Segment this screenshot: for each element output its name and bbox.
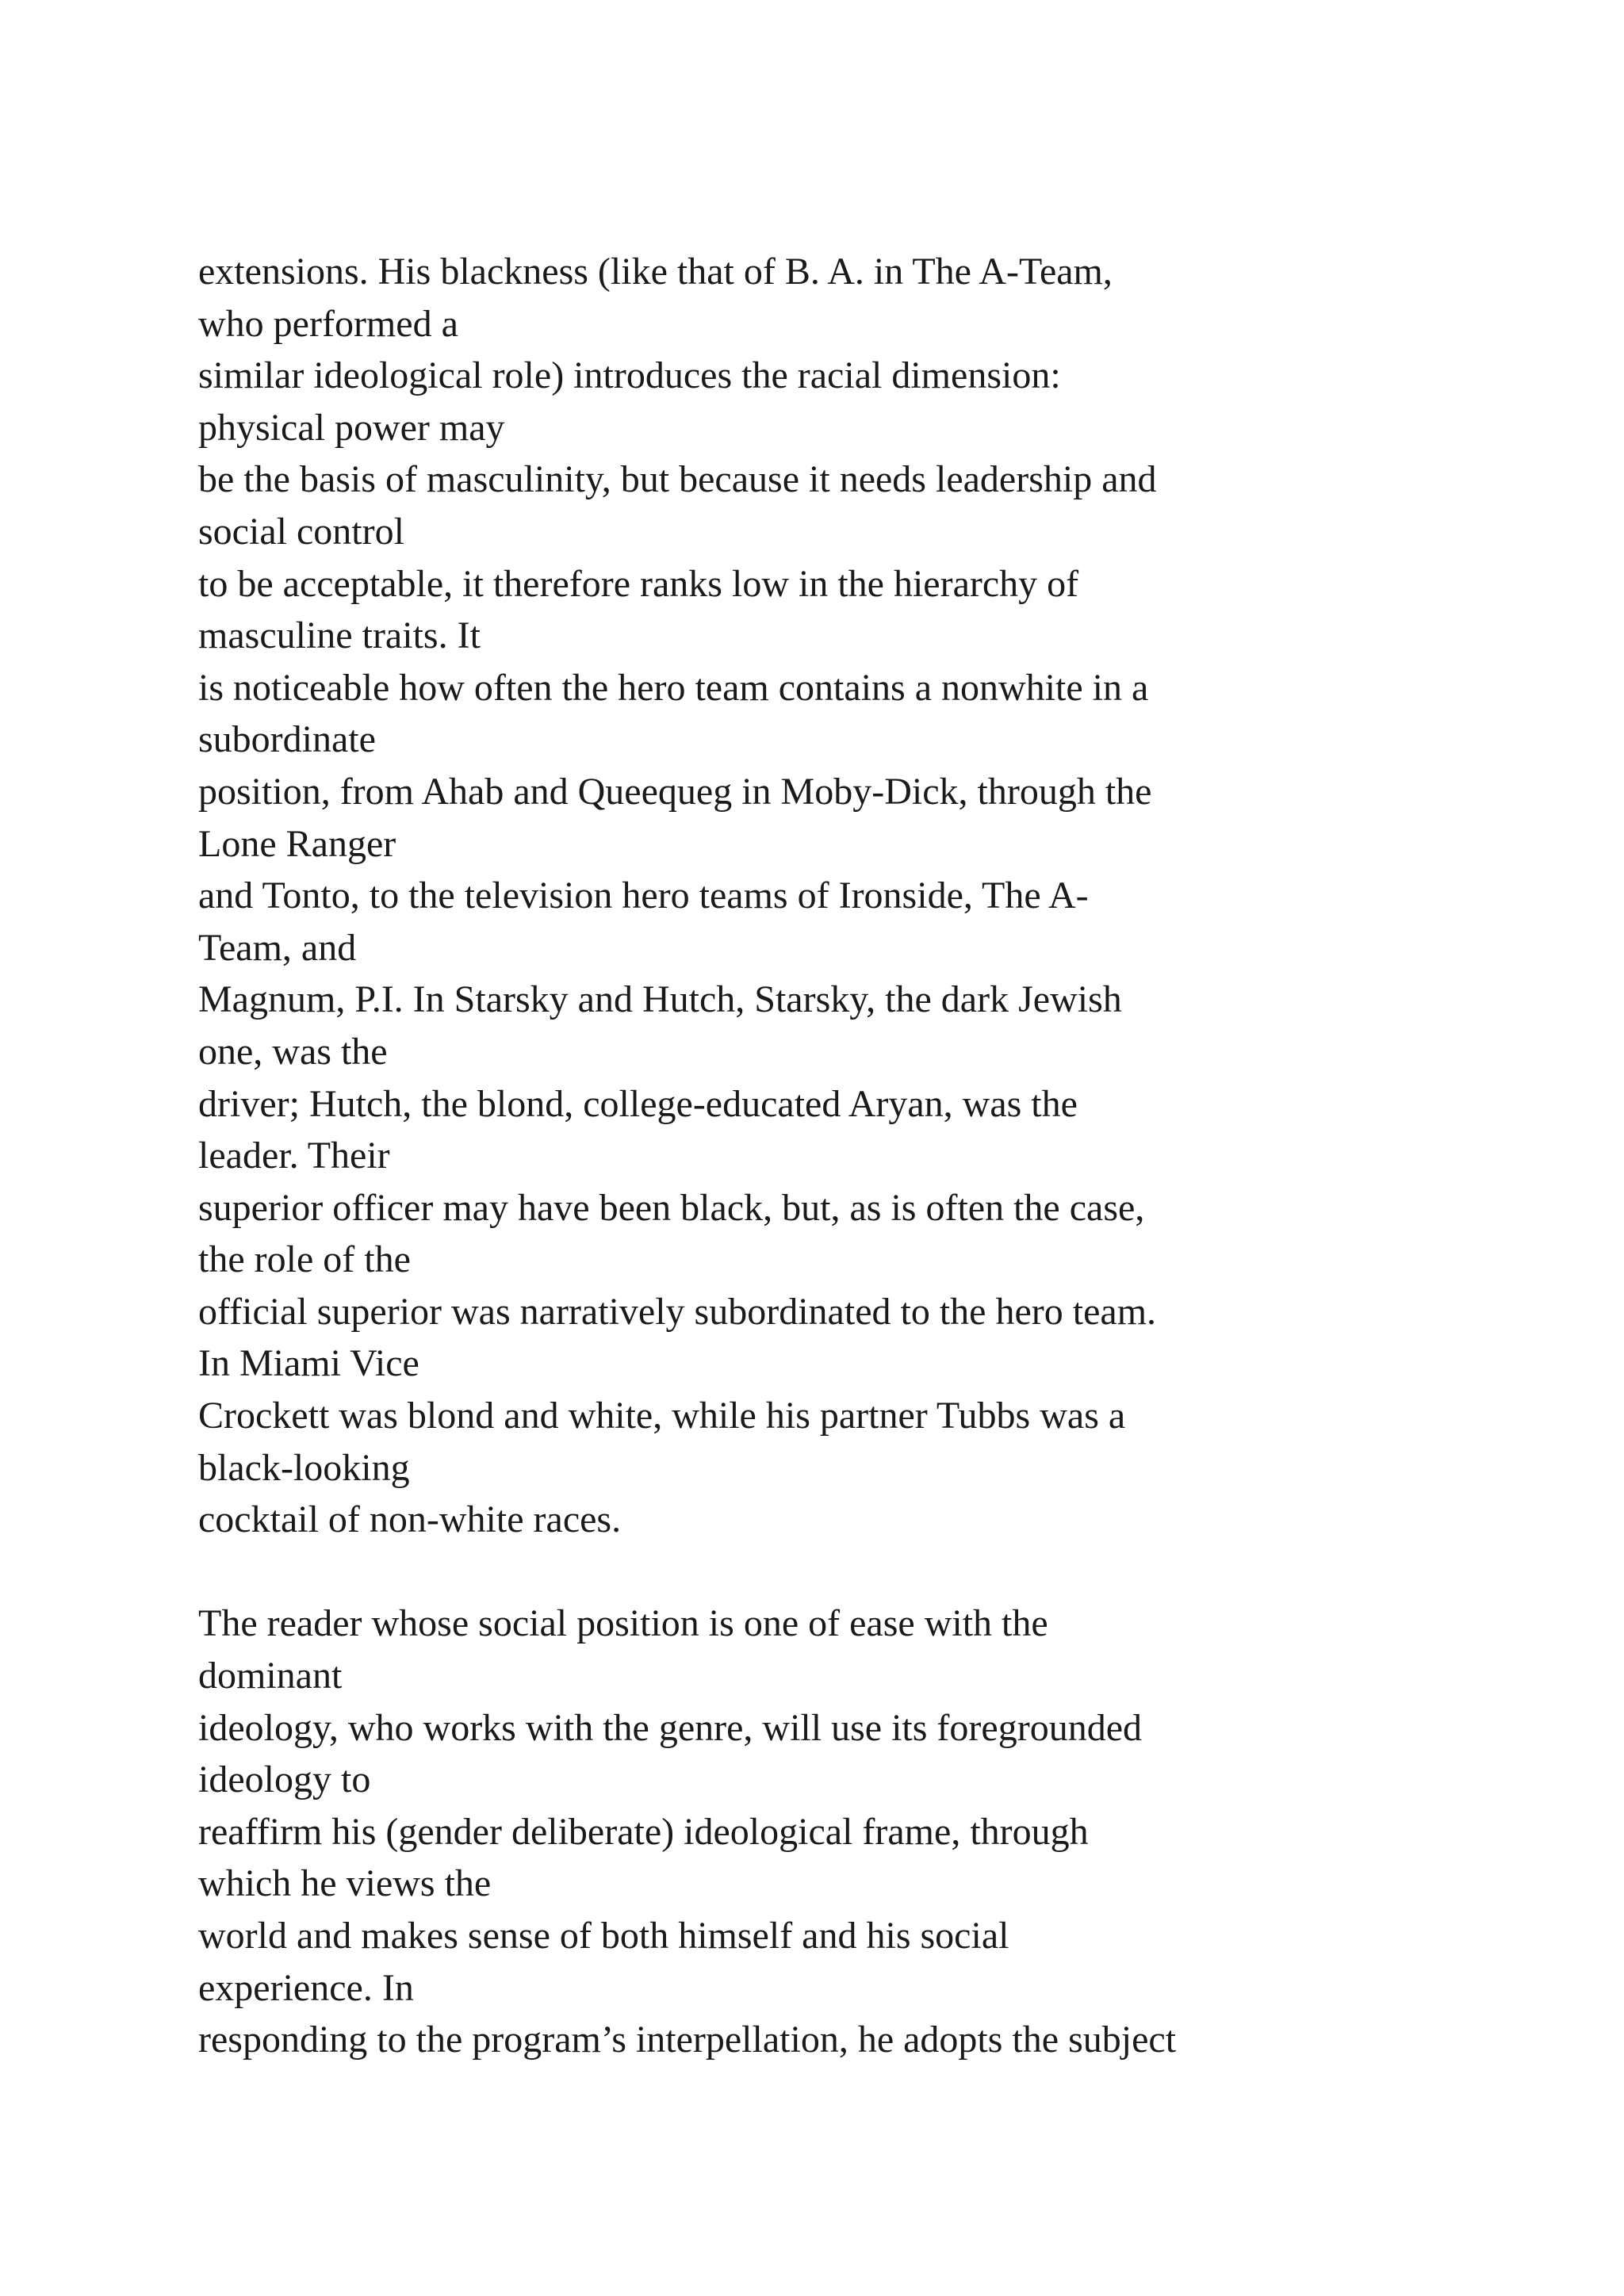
text-line: world and makes sense of both himself and his social [198,1915,1009,1957]
text-line: driver; Hutch, the blond, college-educated Aryan, was the [198,1082,1078,1125]
text-line: be the basis of masculinity, but because it needs leadership and [198,458,1157,501]
text-line: Magnum, P.I. In Starsky and Hutch, Starsky, the dark Jewish [198,978,1122,1021]
text-line: ideology to [198,1758,371,1801]
text-line: reaffirm his (gender deliberate) ideological frame, through [198,1810,1089,1853]
text-line: Lone Ranger [198,822,396,865]
text-line: Team, and [198,926,357,969]
text-line: black-looking [198,1446,410,1489]
text-line: to be acceptable, it therefore ranks low in the hierarchy of [198,562,1079,605]
text-line: is noticeable how often the hero team contains a nonwhite in a [198,666,1149,709]
text-line: masculine traits. It [198,614,481,657]
paragraph [198,1598,1546,2065]
text-line: subordinate [198,718,376,761]
text-line: physical power may [198,406,505,449]
text-line: In Miami Vice [198,1342,419,1385]
paragraph-gap [198,1546,1546,1598]
text-line: similar ideological role) introduces the racial dimension: [198,354,1061,397]
body-text [198,246,1546,2066]
text-line: one, was the [198,1030,388,1073]
text-line: Crockett was blond and white, while his partner Tubbs was a [198,1395,1126,1437]
text-line: which he views the [198,1862,492,1905]
text-line: the role of the [198,1238,411,1281]
text-line: official superior was narratively subordinated to the hero team. [198,1290,1157,1333]
text-line: dominant [198,1655,343,1697]
text-line: experience. In [198,1966,414,2009]
text-line: The reader whose social position is one of ease with the [198,1602,1048,1645]
text-line: who performed a [198,302,458,345]
text-line: extensions. His blackness (like that of B. A. in The A-Team, [198,251,1113,293]
text-line: position, from Ahab and Queequeg in Moby-Dick, through the [198,770,1152,813]
text-line: ideology, who works with the genre, will use its foregrounded [198,1706,1142,1749]
text-line: leader. Their [198,1135,390,1177]
text-line: cocktail of non-white races. [198,1498,622,1541]
paragraph [198,246,1546,1546]
text-line: superior officer may have been black, but, as is often the case, [198,1186,1145,1229]
text-line: responding to the program’s interpellation, he adopts the subject [198,2019,1177,2061]
text-line: social control [198,510,404,553]
text-line: and Tonto, to the television hero teams of Ironside, The A- [198,874,1089,917]
